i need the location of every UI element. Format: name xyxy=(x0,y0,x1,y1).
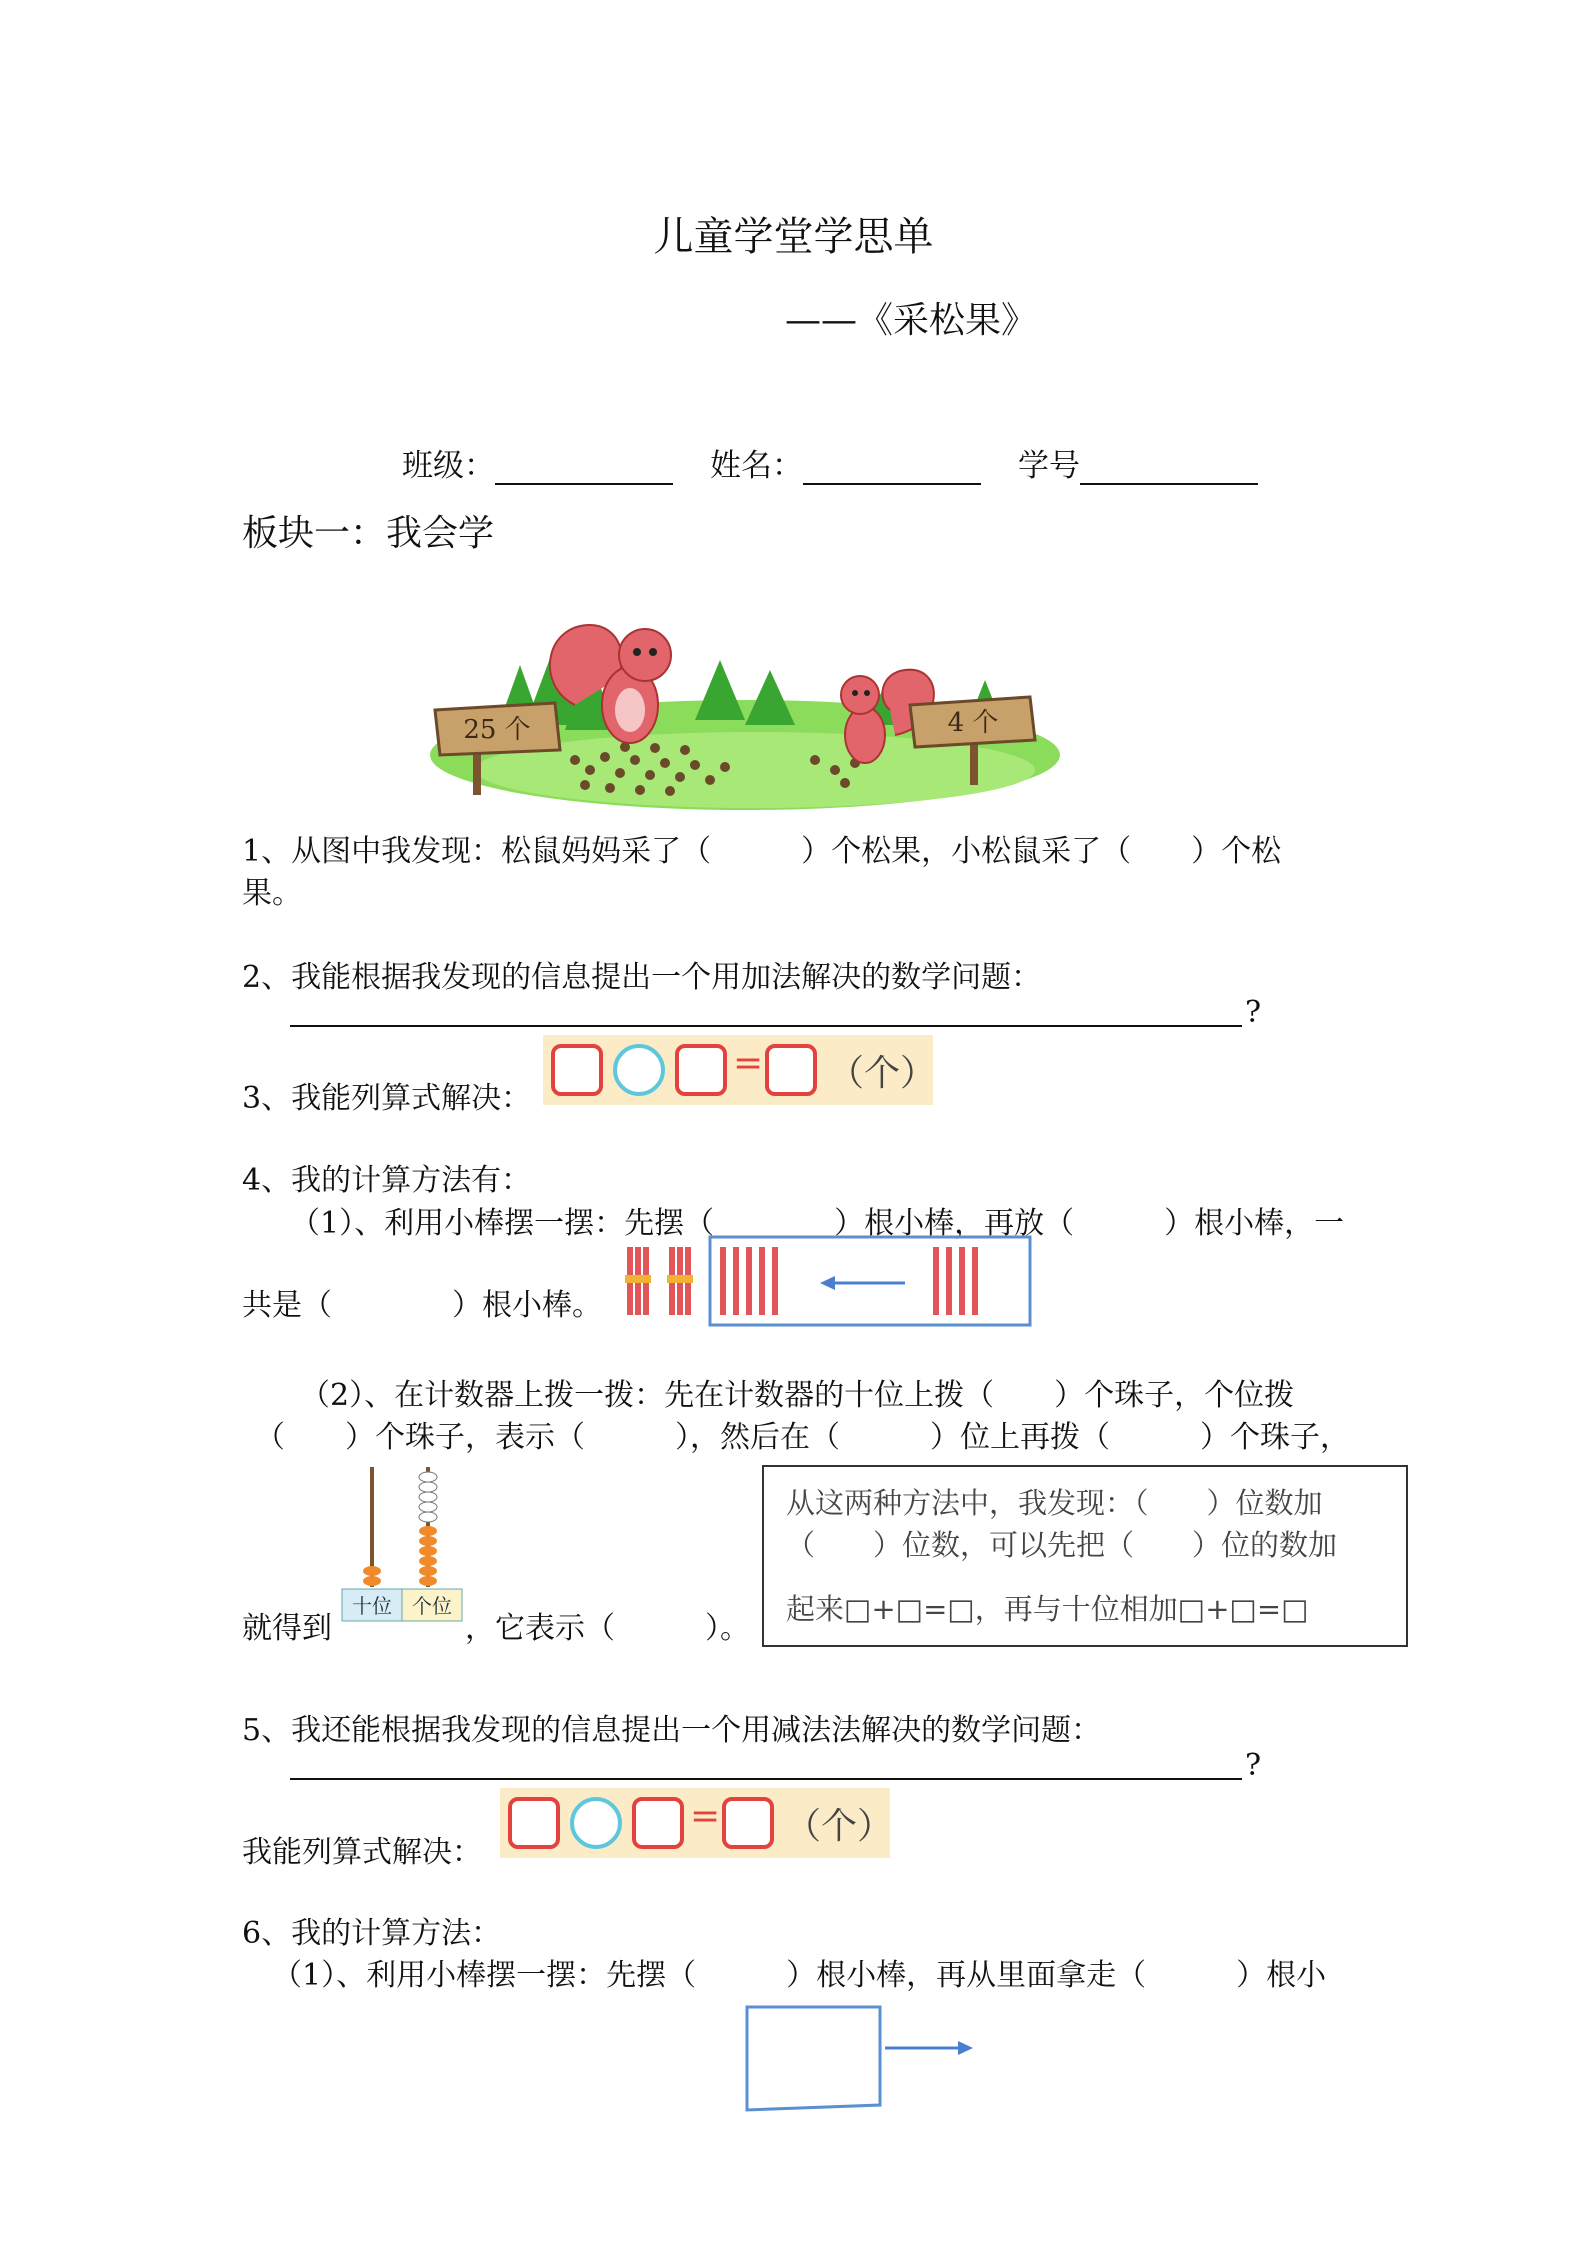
q2-question-mark: ? xyxy=(1245,995,1262,1030)
q3-unit: （个） xyxy=(828,1053,937,1094)
added-sticks-icon xyxy=(933,1247,978,1315)
q3-result-box[interactable] xyxy=(765,1044,817,1096)
q4-method1-line1: （1）、利用小棒摆一摆：先摆（ ）根小棒，再放（ ）根小棒，一 xyxy=(290,1206,1345,1241)
section-heading: 板块一：我会学 xyxy=(242,513,495,554)
name-label: 姓名： xyxy=(710,448,803,484)
q1-line1: 1、从图中我发现：松鼠妈妈采了（ ）个松果，小松鼠采了（ ）个松 xyxy=(242,834,1282,869)
q4-title: 4、我的计算方法有： xyxy=(242,1163,532,1198)
q5-unit: （个） xyxy=(785,1806,894,1847)
q5-equation-strip xyxy=(500,1788,894,1858)
discovery-box xyxy=(762,1465,1408,1647)
name-blank[interactable] xyxy=(803,449,981,485)
abacus-tens-label: 十位 xyxy=(352,1594,392,1618)
q1-line2: 果。 xyxy=(242,876,302,911)
arrow-left-icon xyxy=(820,1276,905,1290)
q6-title: 6、我的计算方法： xyxy=(242,1916,502,1951)
q4-method1-line2: 共是（ ）根小棒。 xyxy=(242,1288,602,1323)
page-title: 儿童学堂学思单 xyxy=(653,214,934,260)
discovery-box-line3: 起来□+□=□，再与十位相加□+□=□ xyxy=(786,1592,1309,1626)
q3-equation-strip xyxy=(543,1035,937,1105)
student-id-field xyxy=(1018,440,1258,485)
sign-left-label: 25 个 xyxy=(463,715,531,745)
q4-method2-line2: （ ）个珠子，表示（ ），然后在（ ）位上再拨（ ）个珠子， xyxy=(255,1420,1350,1455)
student-id-label: 学号 xyxy=(1018,448,1080,484)
q6-sticks-box xyxy=(745,2005,980,2115)
q4-method2-line1: （2）、在计数器上拨一拨：先在计数器的十位上拨（ ）个珠子，个位拨 xyxy=(300,1378,1295,1413)
q5-solve-label: 我能列算式解决： xyxy=(242,1835,482,1870)
arrow-right-icon xyxy=(885,2041,973,2055)
discovery-box-line2: （ ）位数，可以先把（ ）位的数加 xyxy=(786,1528,1338,1562)
q5-question-mark: ? xyxy=(1245,1748,1262,1783)
q5-minuend-box[interactable] xyxy=(508,1797,560,1849)
name-field xyxy=(710,440,981,485)
q2-text: 2、我能根据我发现的信息提出一个用加法解决的数学问题： xyxy=(242,960,1042,995)
page-subtitle: ——《采松果》 xyxy=(785,300,1038,341)
q5-operator-circle[interactable] xyxy=(570,1797,622,1849)
q3-equals-sign: = xyxy=(733,1043,764,1084)
q4-method2-line3b: ，它表示（ ）。 xyxy=(465,1611,750,1646)
q3-addend1-box[interactable] xyxy=(551,1044,603,1096)
discovery-box-line1: 从这两种方法中，我发现：（ ）位数加 xyxy=(786,1486,1323,1520)
stick-bundle-icon xyxy=(625,1247,693,1315)
q6-method1-line1: （1）、利用小棒摆一摆：先摆（ ）根小棒，再从里面拿走（ ）根小 xyxy=(272,1958,1327,1993)
sticks-illustration xyxy=(625,1235,1035,1330)
class-blank[interactable] xyxy=(495,449,673,485)
tens-beads-icon xyxy=(363,1566,381,1586)
single-sticks-icon xyxy=(720,1247,778,1315)
q4-method2-line3a: 就得到 xyxy=(242,1611,332,1646)
q2-answer-line[interactable] xyxy=(290,1025,1242,1027)
ones-beads-icon xyxy=(419,1472,437,1586)
q5-result-box[interactable] xyxy=(722,1797,774,1849)
abacus-illustration xyxy=(340,1465,465,1635)
class-label: 班级： xyxy=(402,448,495,484)
q5-subtrahend-box[interactable] xyxy=(632,1797,684,1849)
class-field xyxy=(402,440,673,485)
q5-text: 5、我还能根据我发现的信息提出一个用减法法解决的数学问题： xyxy=(242,1713,1102,1748)
sign-right-label: 4 个 xyxy=(947,708,999,738)
q5-answer-line[interactable] xyxy=(290,1778,1242,1780)
squirrel-picture xyxy=(425,585,1065,810)
student-id-blank[interactable] xyxy=(1080,449,1258,485)
q3-operator-circle[interactable] xyxy=(613,1044,665,1096)
abacus-ones-label: 个位 xyxy=(412,1594,452,1618)
q5-equals-sign: = xyxy=(690,1796,721,1837)
q3-text: 3、我能列算式解决： xyxy=(242,1081,532,1116)
q3-addend2-box[interactable] xyxy=(675,1044,727,1096)
